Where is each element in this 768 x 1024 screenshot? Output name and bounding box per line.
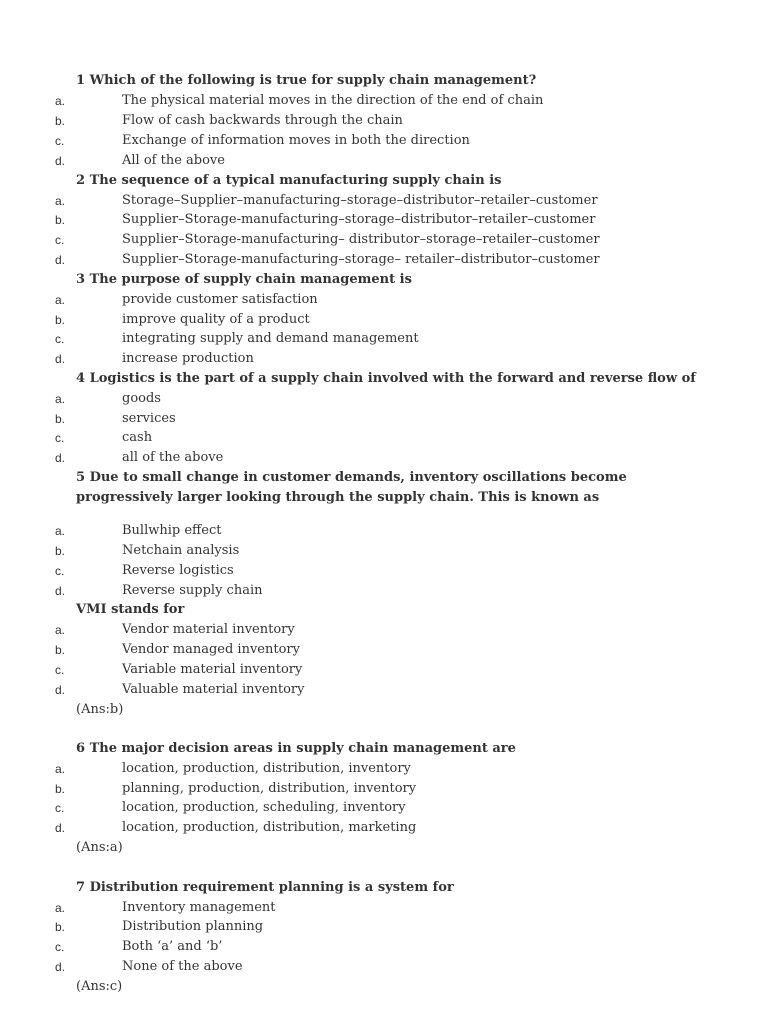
question-vmi-option-a bbox=[55, 620, 745, 640]
option-letter: d. bbox=[55, 821, 66, 835]
question-4-option-b bbox=[55, 409, 745, 429]
option-text: Supplier–Storage-manufacturing–storage–distributor–retailer–customer bbox=[122, 212, 596, 227]
option-letter: b. bbox=[55, 920, 66, 934]
question-2-option-d bbox=[55, 250, 745, 270]
option-letter: a. bbox=[55, 392, 66, 406]
question-3-option-a bbox=[55, 290, 745, 310]
option-text: Bullwhip effect bbox=[122, 523, 222, 538]
question-1-option-a bbox=[55, 91, 745, 111]
option-text: Netchain analysis bbox=[122, 543, 240, 558]
option-text: integrating supply and demand management bbox=[122, 331, 419, 346]
question-1-option-c bbox=[55, 131, 745, 151]
question-6-option-a bbox=[55, 759, 745, 779]
option-text: Supplier–Storage-manufacturing– distributor–storage–retailer–customer bbox=[122, 232, 600, 247]
answer-text: (Ans:c) bbox=[76, 979, 123, 994]
option-letter: c. bbox=[55, 134, 65, 148]
question-1-heading: 1 Which of the following is true for supply chain management? bbox=[76, 73, 537, 88]
question-4-option-c bbox=[55, 428, 745, 448]
option-letter: d. bbox=[55, 584, 66, 598]
question-5-option-c bbox=[55, 561, 745, 581]
option-text: planning, production, distribution, inventory bbox=[122, 781, 417, 796]
option-letter: d. bbox=[55, 451, 66, 465]
question-3-option-d bbox=[55, 349, 745, 369]
question-4-option-d bbox=[55, 448, 745, 468]
question-6-option-b bbox=[55, 779, 745, 799]
question-vmi-heading: VMI stands for bbox=[76, 602, 185, 617]
option-letter: a. bbox=[55, 293, 66, 307]
option-text: Reverse supply chain bbox=[122, 583, 263, 598]
option-text: Supplier–Storage-manufacturing–storage– retailer–distributor–customer bbox=[122, 252, 600, 267]
question-1-option-b bbox=[55, 111, 745, 131]
option-text: Reverse logistics bbox=[122, 563, 234, 578]
question-6-heading: 6 The major decision areas in supply chain management are bbox=[76, 741, 516, 756]
option-letter: d. bbox=[55, 154, 66, 168]
option-letter: c. bbox=[55, 431, 65, 445]
question-3-option-b bbox=[55, 310, 745, 330]
option-text: location, production, distribution, marketing bbox=[122, 820, 417, 835]
question-5-heading: 5 Due to small change in customer demands, inventory oscillations become progressively larger looking through the supply chain. This is known as bbox=[76, 470, 627, 505]
option-letter: d. bbox=[55, 352, 66, 366]
option-letter: c. bbox=[55, 940, 65, 954]
option-text: The physical material moves in the direction of the end of chain bbox=[122, 93, 544, 108]
question-7-option-a bbox=[55, 898, 745, 918]
answer-text: (Ans:a) bbox=[76, 840, 123, 855]
question-2-heading: 2 The sequence of a typical manufacturing supply chain is bbox=[76, 173, 502, 188]
option-text: Flow of cash backwards through the chain bbox=[122, 113, 403, 128]
question-3-option-c bbox=[55, 329, 745, 349]
option-text: goods bbox=[122, 391, 161, 406]
option-letter: b. bbox=[55, 412, 66, 426]
option-letter: a. bbox=[55, 194, 66, 208]
answer-text: (Ans:b) bbox=[76, 702, 124, 717]
question-2-option-c bbox=[55, 230, 745, 250]
question-4-option-a bbox=[55, 389, 745, 409]
option-text: Exchange of information moves in both the direction bbox=[122, 133, 470, 148]
question-7-option-b bbox=[55, 917, 745, 937]
option-text: services bbox=[122, 411, 176, 426]
option-letter: a. bbox=[55, 94, 66, 108]
option-letter: b. bbox=[55, 643, 66, 657]
question-5-option-b bbox=[55, 541, 745, 561]
option-text: Storage–Supplier–manufacturing–storage–distributor–retailer–customer bbox=[122, 193, 598, 208]
option-letter: a. bbox=[55, 623, 66, 637]
option-letter: b. bbox=[55, 313, 66, 327]
option-text: None of the above bbox=[122, 959, 243, 974]
question-vmi-option-c bbox=[55, 660, 745, 680]
option-text: Inventory management bbox=[122, 900, 276, 915]
option-letter: b. bbox=[55, 544, 66, 558]
option-letter: c. bbox=[55, 564, 65, 578]
option-text: All of the above bbox=[122, 153, 225, 168]
question-5-option-d bbox=[55, 581, 745, 601]
question-7-heading: 7 Distribution requirement planning is a system for bbox=[76, 880, 454, 895]
question-6-option-d bbox=[55, 818, 745, 838]
question-7-option-c bbox=[55, 937, 745, 957]
option-text: Valuable material inventory bbox=[122, 682, 305, 697]
option-letter: d. bbox=[55, 253, 66, 267]
question-7-option-d bbox=[55, 957, 745, 977]
option-letter: c. bbox=[55, 663, 65, 677]
option-text: all of the above bbox=[122, 450, 224, 465]
question-6-option-c bbox=[55, 798, 745, 818]
option-text: improve quality of a product bbox=[122, 312, 310, 327]
option-letter: b. bbox=[55, 782, 66, 796]
question-2-option-b bbox=[55, 210, 745, 230]
option-text: location, production, distribution, inventory bbox=[122, 761, 411, 776]
option-letter: c. bbox=[55, 332, 65, 346]
question-vmi-option-b bbox=[55, 640, 745, 660]
option-letter: a. bbox=[55, 524, 66, 538]
option-letter: a. bbox=[55, 901, 66, 915]
option-letter: a. bbox=[55, 762, 66, 776]
option-text: location, production, scheduling, inventory bbox=[122, 800, 406, 815]
option-text: cash bbox=[122, 430, 153, 445]
question-4-heading: 4 Logistics is the part of a supply chain involved with the forward and reverse flow of bbox=[76, 371, 696, 386]
question-2-option-a bbox=[55, 191, 745, 211]
question-1-option-d bbox=[55, 151, 745, 171]
option-letter: b. bbox=[55, 114, 66, 128]
option-letter: d. bbox=[55, 683, 66, 697]
option-text: increase production bbox=[122, 351, 254, 366]
question-5-option-a bbox=[55, 521, 745, 541]
option-text: Variable material inventory bbox=[122, 662, 303, 677]
option-letter: c. bbox=[55, 801, 65, 815]
option-text: Vendor material inventory bbox=[122, 622, 295, 637]
option-text: Vendor managed inventory bbox=[122, 642, 300, 657]
option-text: Distribution planning bbox=[122, 919, 264, 934]
question-3-heading: 3 The purpose of supply chain management is bbox=[76, 272, 412, 287]
option-letter: c. bbox=[55, 233, 65, 247]
option-text: Both ‘a’ and ‘b’ bbox=[122, 939, 223, 954]
option-letter: b. bbox=[55, 213, 66, 227]
option-letter: d. bbox=[55, 960, 66, 974]
question-vmi-option-d bbox=[55, 680, 745, 700]
option-text: provide customer satisfaction bbox=[122, 292, 318, 307]
